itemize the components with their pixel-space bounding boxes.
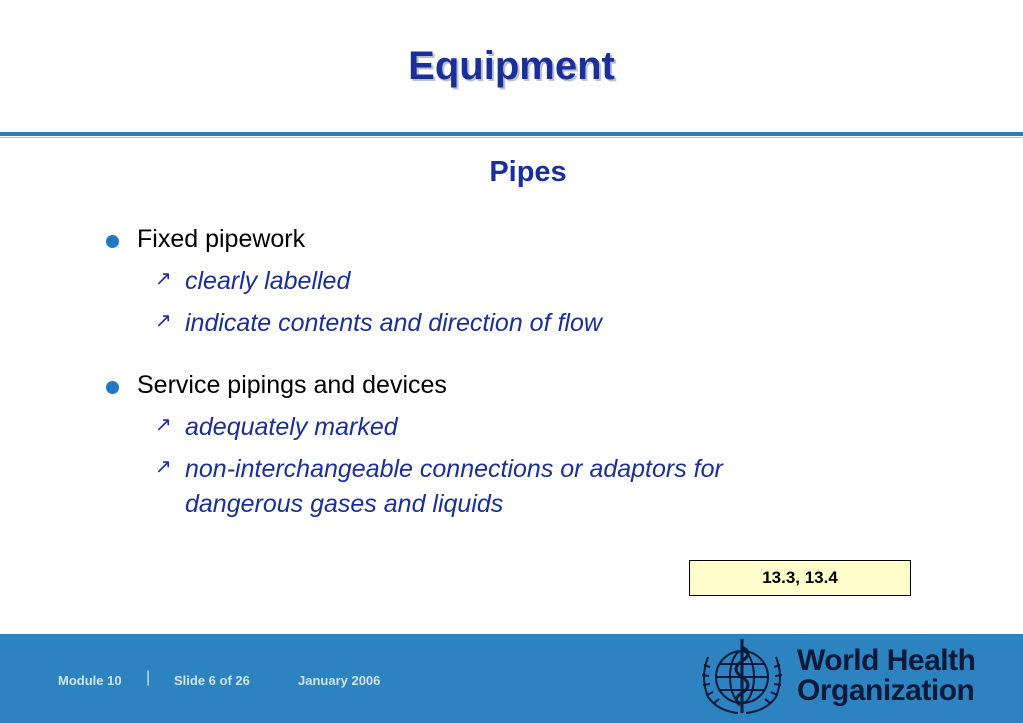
arrow-up-right-icon: ↗ [155, 310, 172, 332]
sub-bullet-text: clearly labelled [185, 267, 351, 295]
footer-module: Module 10 [58, 673, 122, 688]
who-emblem-icon [694, 637, 790, 717]
sub-bullet-text: adequately marked [185, 413, 398, 441]
footer-slide-number: Slide 6 of 26 [174, 673, 250, 688]
arrow-up-right-icon: ↗ [155, 268, 172, 290]
title-divider-light [0, 137, 1023, 138]
title-divider [0, 132, 1023, 136]
sub-bullet-text: indicate contents and direction of flow [185, 309, 602, 337]
bullet-dot-icon [106, 235, 119, 248]
footer-separator: | [146, 669, 151, 686]
slide-subtitle: Pipes [489, 156, 567, 188]
footer-date: January 2006 [298, 673, 381, 688]
slide-title: Equipment [408, 44, 615, 88]
sub-bullet-text: non-interchangeable connections or adaptors for [185, 455, 723, 483]
reference-box: 13.3, 13.4 [689, 560, 911, 596]
bullet-text: Fixed pipework [137, 225, 306, 253]
who-name-line1: World Health [797, 644, 976, 677]
arrow-up-right-icon: ↗ [155, 414, 172, 436]
bullet-dot-icon [106, 381, 119, 394]
who-name-line2: Organization [797, 674, 975, 707]
sub-bullet-text: dangerous gases and liquids [185, 490, 504, 518]
arrow-up-right-icon: ↗ [155, 456, 172, 478]
bullet-text: Service pipings and devices [137, 371, 447, 399]
